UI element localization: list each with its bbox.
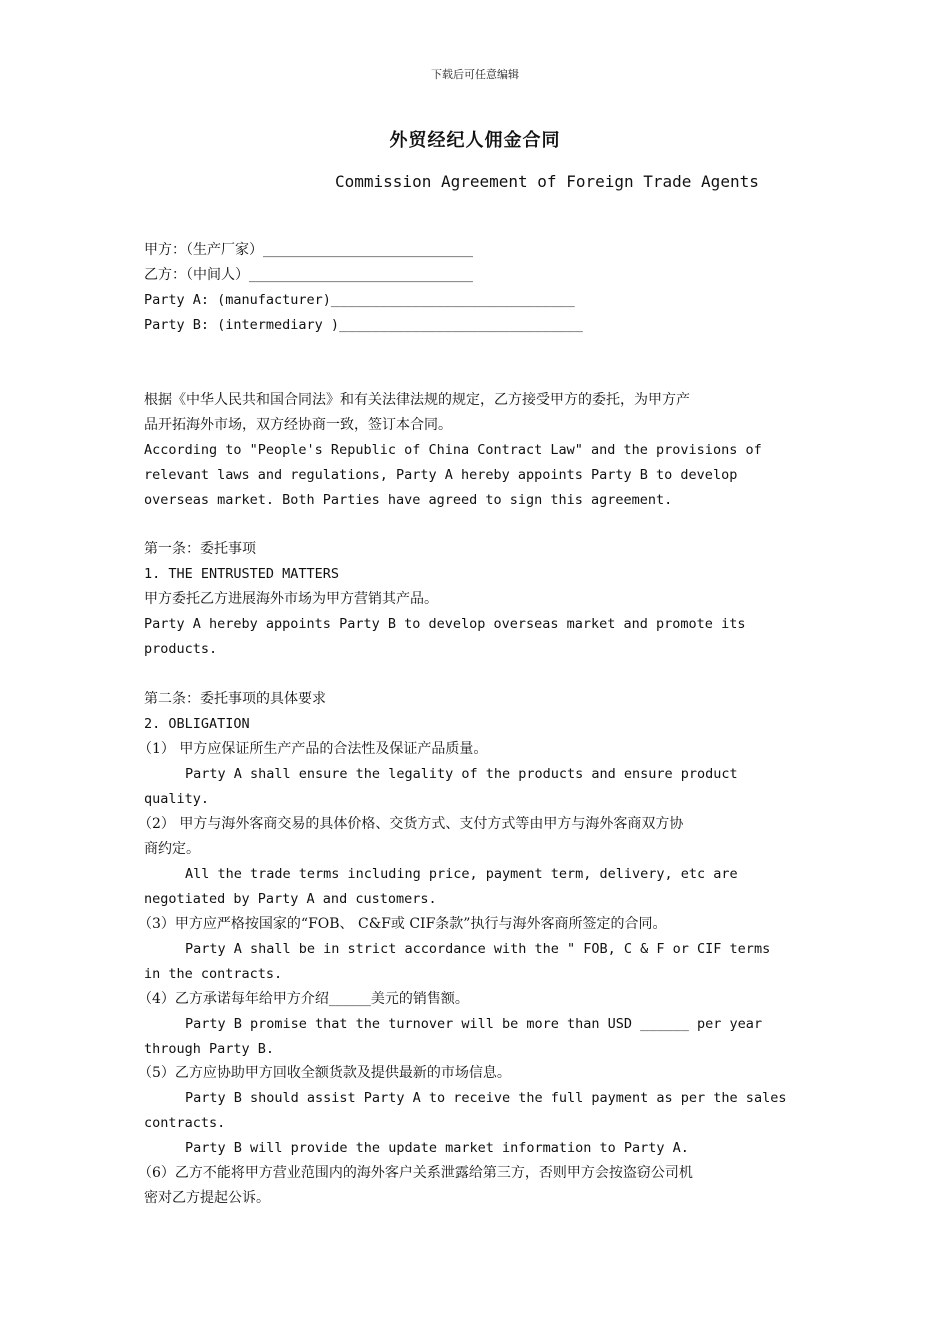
item5-en-1: Party B should assist Party A to receive the full payment as per the sales (185, 1090, 787, 1106)
intro-en-line-2: relevant laws and regulations, Party A hereby appoints Party B to develop (144, 467, 738, 483)
item2-en-2: negotiated by Party A and customers. (144, 891, 437, 907)
intro-en-line-3: overseas market. Both Parties have agreed to sign this agreement. (144, 492, 673, 508)
title-english: Commission Agreement of Foreign Trade Agents (335, 172, 759, 191)
article1-body-cn: 甲方委托乙方进展海外市场为甲方营销其产品。 (144, 591, 438, 607)
article1-body-en-1: Party A hereby appoints Party B to develop overseas market and promote its (144, 616, 746, 632)
item5-en-3: Party B will provide the update market information to Party A. (185, 1140, 689, 1156)
item1-en-2: quality. (144, 791, 210, 807)
item5-cn: （5）乙方应协助甲方回收全额货款及提供最新的市场信息。 (138, 1065, 511, 1081)
article2-heading-cn: 第二条：委托事项的具体要求 (144, 691, 326, 707)
party-a-en: Party A: (manufacturer)______________________________ (144, 292, 575, 308)
item2-cn-2: 商约定。 (144, 841, 200, 857)
party-b-cn: 乙方：（中间人）________________________________ (144, 267, 473, 283)
item1-en-1: Party A shall ensure the legality of the products and ensure product (185, 766, 738, 782)
item3-en-2: in the contracts. (144, 966, 283, 982)
intro-cn-line-1: 根据《中华人民共和国合同法》和有关法律法规的规定，乙方接受甲方的委托，为甲方产 (144, 392, 690, 408)
header-note: 下载后可任意编辑 (431, 68, 519, 81)
intro-cn-line-2: 品开拓海外市场，双方经协商一致，签订本合同。 (144, 417, 452, 433)
item1-cn: （1） 甲方应保证所生产产品的合法性及保证产品质量。 (138, 741, 488, 757)
item4-en-1: Party B promise that the turnover will be more than USD ______ per year (185, 1016, 763, 1032)
item5-en-2: contracts. (144, 1115, 226, 1131)
party-a-cn: 甲方：（生产厂家）______________________________ (144, 242, 473, 258)
article2-heading-en: 2. OBLIGATION (144, 716, 250, 732)
article1-body-en-2: products. (144, 641, 218, 657)
item4-cn: （4）乙方承诺每年给甲方介绍______美元的销售额。 (138, 991, 469, 1007)
item4-en-2: through Party B. (144, 1041, 275, 1057)
article1-heading-cn: 第一条：委托事项 (144, 541, 256, 557)
item6-cn-2: 密对乙方提起公诉。 (144, 1190, 270, 1206)
party-b-en: Party B: (intermediary )______________________________ (144, 317, 583, 333)
item3-cn: （3）甲方应严格按国家的“FOB、 C&F或 CIF条款”执行与海外客商所签定的合同。 (138, 916, 667, 932)
intro-en-line-1: According to "People's Republic of China Contract Law" and the provisions of (144, 442, 762, 458)
item3-en-1: Party A shall be in strict accordance with the " FOB, C & F or CIF terms (185, 941, 771, 957)
item2-en-1: All the trade terms including price, payment term, delivery, etc are (185, 866, 738, 882)
article1-heading-en: 1. THE ENTRUSTED MATTERS (144, 566, 340, 582)
item6-cn-1: （6）乙方不能将甲方营业范围内的海外客户关系泄露给第三方，否则甲方会按盗窃公司机 (138, 1165, 693, 1181)
item2-cn-1: （2） 甲方与海外客商交易的具体价格、交货方式、支付方式等由甲方与海外客商双方协 (138, 816, 684, 832)
title-chinese: 外贸经纪人佣金合同 (389, 130, 561, 151)
